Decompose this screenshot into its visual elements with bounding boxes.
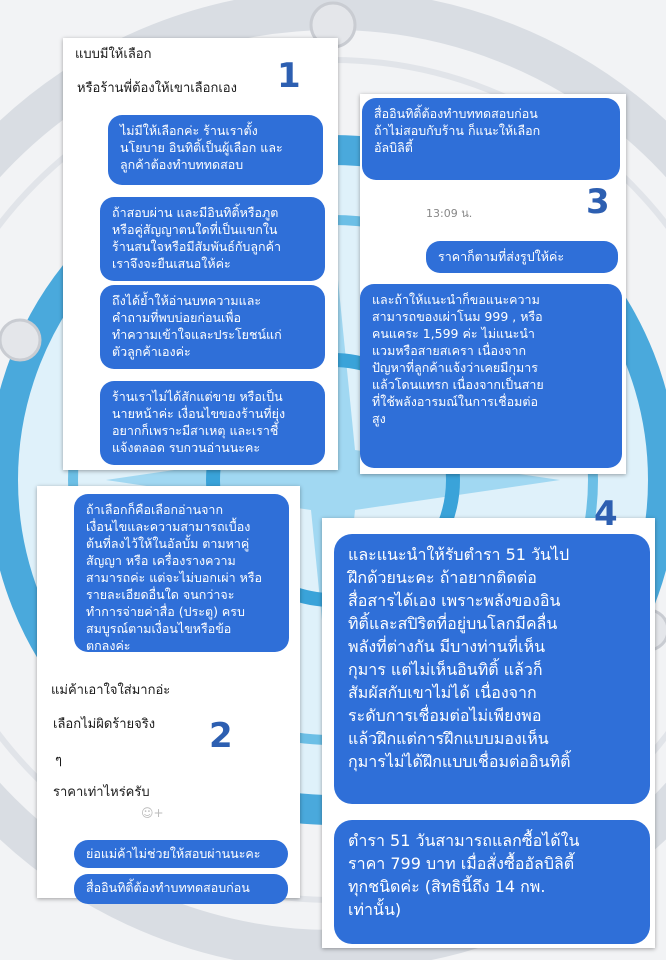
panel-number: 2 [209,716,233,756]
outgoing-message: ราคาก็ตามที่ส่งรูปให้ค่ะ [426,241,618,273]
outgoing-message: สื่ออินทิติ้ต้องทำบททดสอบก่อน [74,874,288,904]
incoming-message: หรือร้านพี่ต้องให้เขาเลือกเอง [77,81,237,96]
incoming-message: แม่ค้าเอาใจใส่มากอ่ะ [51,683,171,698]
reaction-icon[interactable]: ☺+ [141,806,164,820]
panel-number: 1 [277,56,301,96]
outgoing-message: สื่ออินทิติ้ต้องทำบททดสอบก่อน ถ้าไม่สอบกับร้าน ก็แนะให้เลือก อัลบิลิตี้ [362,98,620,180]
outgoing-message: และแนะนำให้รับตำรา 51 วันไป ฝึกด้วยนะคะ ถ้าอยากติดต่อ สื่อสารได้เอง เพราะพลังของอิน ทิติ้และสปิริตที่อยู่บนโลกมีคลื่น พลังที่ต่างกัน มีบางท่านที่เห็น กุมาร แต่ไม่เห็นอินทิติ้ แล้วก็ สัมผัสกับเขาไม่ได้ เนื่องจาก ระดับการเชื่อมต่อไม่เพียงพอ แล้วฝึกแต่การฝึกแบบมองเห็น กุมารไม่ได้ฝึกแบบเชื่อมต่ออินทิติ้ [334,534,650,804]
outgoing-message: ย่อแม่ค้าไม่ช่วยให้สอบผ่านนะคะ [74,840,288,868]
chat-panel-3 [360,94,626,474]
chat-panel-4 [322,494,655,948]
chat-panel-2 [37,486,300,898]
outgoing-message: ถึงได้ย้ำให้อ่านบทความและ คำถามที่พบบ่อยก่อนเพื่อ ทำความเข้าใจและประโยชน์แก่ ตัวลูกค้าเองค่ะ [100,285,325,369]
panel-number: 4 [594,494,618,534]
message-timestamp: 13:09 น. [426,207,473,220]
incoming-message: แบบมีให้เลือก [75,47,152,62]
outgoing-message: ถ้าสอบผ่าน และมีอินทิติ้หรือภูต หรือคู่สัญญาตนใดที่เป็นแขกใน ร้านสนใจหรือมีสัมพันธ์กับลูกค้า เราจึงจะยืนเสนอให้ค่ะ [100,197,325,281]
incoming-message: ราคาเท่าไหร่ครับ [53,785,150,800]
outgoing-message: ไม่มีให้เลือกค่ะ ร้านเราตั้ง นโยบาย อินทิติ้เป็นผู้เลือก และ ลูกค้าต้องทำบททดสอบ [108,115,323,185]
panel-number: 3 [586,182,610,222]
incoming-message: เลือกไม่ผิดร้ายจริง [53,717,156,732]
outgoing-message: ตำรา 51 วันสามารถแลกซื้อได้ใน ราคา 799 บาท เมื่อสั่งซื้ออัลบิลิตี้ ทุกชนิดค่ะ (สิทธินี้ถึง 14 กพ. เท่านั้น) [334,820,650,944]
outgoing-message: และถ้าให้แนะนำก็ขอแนะความ สามารถของเผ่าโนม 999 , หรือ คนแคระ 1,599 ค่ะ ไม่แนะนำ แวมหรือสายสเครา เนื่องจาก ปัญหาที่ลูกค้าแจ้งว่าเคยมีกุมาร แล้วโดนแทรก เนื่องจากเป็นสาย ที่ใช้พลังอารมณ์ในการเชื่อมต่อ สูง [360,284,622,468]
incoming-message: ๆ [55,753,62,768]
outgoing-message: ร้านเราไม่ได้สักแต่ขาย หรือเป็น นายหน้าค่ะ เงื่อนไขของร้านที่ยุ่ง อยากก็เพราะมีสาเหตุ และเราชี้ แจ้งตลอด รบกวนอ่านนะคะ [100,381,325,465]
outgoing-message: ถ้าเลือกก็คือเลือกอ่านจาก เงื่อนไขและความสามารถเบื้อง ต้นที่ลงไว้ให้ในอัลบั้ม ตามหาคู่ สัญญา หรือ เครื่องรางความ สามารถค่ะ แต่จะไม่บอกเผ่า หรือ รายละเอียดอื่นใด จนกว่าจะ ทำการจ่ายค่าสื่อ (ประตู) ครบ สมบูรณ์ตามเงื่อนไขหรือข้อ ตกลงค่ะ [74,494,289,652]
chat-panel-1 [63,38,338,470]
